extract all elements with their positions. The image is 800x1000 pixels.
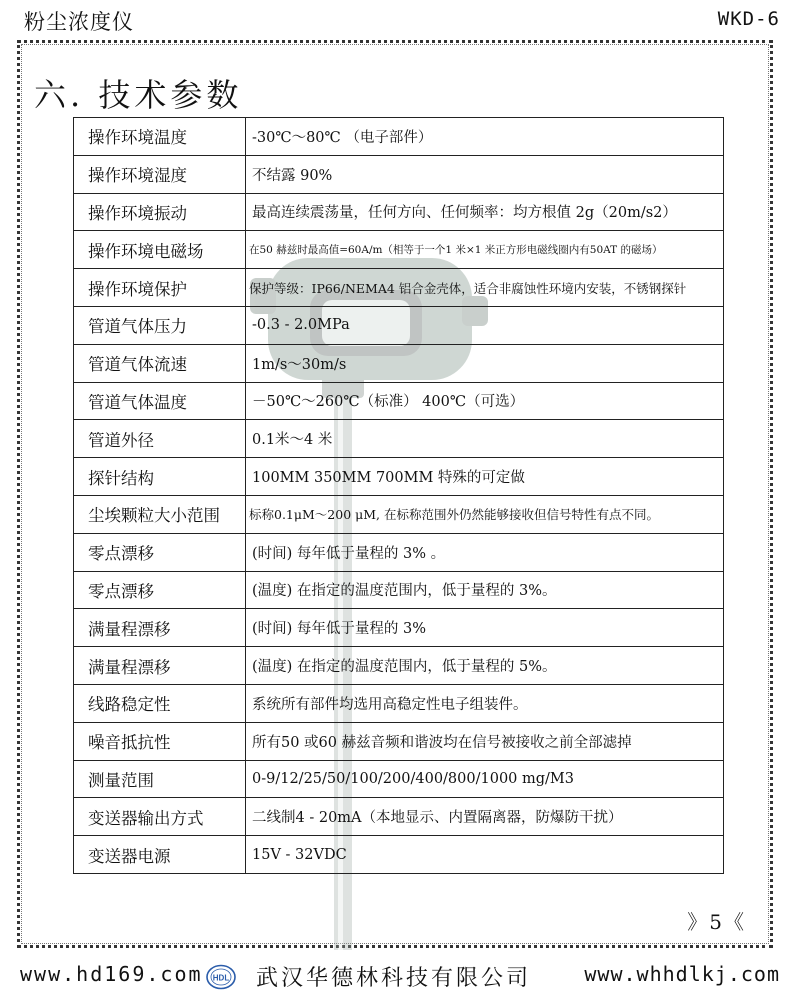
spec-key: 满量程漂移 — [74, 647, 246, 685]
spec-row — [74, 382, 724, 420]
spec-row — [74, 118, 724, 156]
spec-row — [74, 495, 724, 533]
spec-value: 保护等级：IP66/NEMA4 铝合金壳体，适合非腐蚀性环境内安装，不锈钢探针 — [246, 269, 724, 307]
spec-value: －50℃～260℃（标准） 400℃（可选） — [246, 382, 724, 420]
spec-value: 系统所有部件均选用高稳定性电子组装件。 — [246, 684, 724, 722]
company-logo — [206, 964, 236, 990]
page-number: 》5《 — [687, 910, 746, 934]
spec-value: 1m/s～30m/s — [246, 344, 724, 382]
spec-key: 零点漂移 — [74, 533, 246, 571]
spec-table — [73, 117, 724, 874]
spec-key: 操作环境电磁场 — [74, 231, 246, 269]
spec-key: 满量程漂移 — [74, 609, 246, 647]
footer-website-left[interactable]: www.hd169.com — [20, 962, 203, 986]
model-number: WKD-6 — [717, 8, 780, 30]
spec-key: 变送器电源 — [74, 836, 246, 874]
spec-row — [74, 533, 724, 571]
spec-value: (温度) 在指定的温度范围内，低于量程的 3%。 — [246, 571, 724, 609]
spec-row — [74, 684, 724, 722]
spec-row — [74, 722, 724, 760]
spec-value: -30℃～80℃ （电子部件） — [246, 118, 724, 156]
spec-value: 0-9/12/25/50/100/200/400/800/1000 mg/M3 — [246, 760, 724, 798]
spec-key: 零点漂移 — [74, 571, 246, 609]
spec-key: 线路稳定性 — [74, 684, 246, 722]
spec-value: 在50 赫兹时最高值=60A/m（相等于一个1 米×1 米正方形电磁线圈内有50AT 的磁场） — [246, 231, 724, 269]
spec-row — [74, 609, 724, 647]
spec-key: 测量范围 — [74, 760, 246, 798]
spec-key: 探针结构 — [74, 458, 246, 496]
spec-row — [74, 458, 724, 496]
footer — [0, 960, 800, 996]
spec-key: 操作环境保护 — [74, 269, 246, 307]
spec-row — [74, 193, 724, 231]
spec-row — [74, 306, 724, 344]
spec-key: 管道气体压力 — [74, 306, 246, 344]
section-title: 六. 技术参数 — [34, 76, 243, 114]
spec-value: 0.1米～4 米 — [246, 420, 724, 458]
spec-row — [74, 231, 724, 269]
spec-row — [74, 344, 724, 382]
spec-value: 二线制4 - 20mA（本地显示、内置隔离器，防爆防干扰） — [246, 798, 724, 836]
spec-row — [74, 420, 724, 458]
spec-value: (时间) 每年低于量程的 3% — [246, 609, 724, 647]
spec-row — [74, 647, 724, 685]
spec-value: -0.3 - 2.0MPa — [246, 306, 724, 344]
spec-key: 操作环境温度 — [74, 118, 246, 156]
spec-value: 标称0.1μM～200 μM, 在标称范围外仍然能够接收但信号特性有点不同。 — [246, 495, 724, 533]
spec-row — [74, 836, 724, 874]
spec-key: 变送器输出方式 — [74, 798, 246, 836]
spec-value: 所有50 或60 赫兹音频和谐波均在信号被接收之前全部滤掉 — [246, 722, 724, 760]
spec-row — [74, 798, 724, 836]
footer-website-right[interactable]: www.whhdlkj.com — [584, 962, 780, 986]
spec-value: (温度) 在指定的温度范围内，低于量程的 5%。 — [246, 647, 724, 685]
spec-key: 噪音抵抗性 — [74, 722, 246, 760]
spec-value: 100MM 350MM 700MM 特殊的可定做 — [246, 458, 724, 496]
spec-key: 管道气体流速 — [74, 344, 246, 382]
spec-row — [74, 571, 724, 609]
spec-row — [74, 760, 724, 798]
document-title: 粉尘浓度仪 — [24, 10, 134, 34]
spec-key: 操作环境振动 — [74, 193, 246, 231]
svg-text:HDL: HDL — [212, 973, 230, 983]
spec-value: 15V - 32VDC — [246, 836, 724, 874]
spec-key: 尘埃颗粒大小范围 — [74, 495, 246, 533]
spec-key: 管道气体温度 — [74, 382, 246, 420]
spec-value: (时间) 每年低于量程的 3% 。 — [246, 533, 724, 571]
footer-company-name: 武汉华德林科技有限公司 — [256, 966, 532, 991]
spec-key: 操作环境湿度 — [74, 155, 246, 193]
spec-row — [74, 269, 724, 307]
spec-row — [74, 155, 724, 193]
spec-value: 最高连续震荡量，任何方向、任何频率：均方根值 2g（20m/s2） — [246, 193, 724, 231]
spec-value: 不结露 90% — [246, 155, 724, 193]
spec-key: 管道外径 — [74, 420, 246, 458]
